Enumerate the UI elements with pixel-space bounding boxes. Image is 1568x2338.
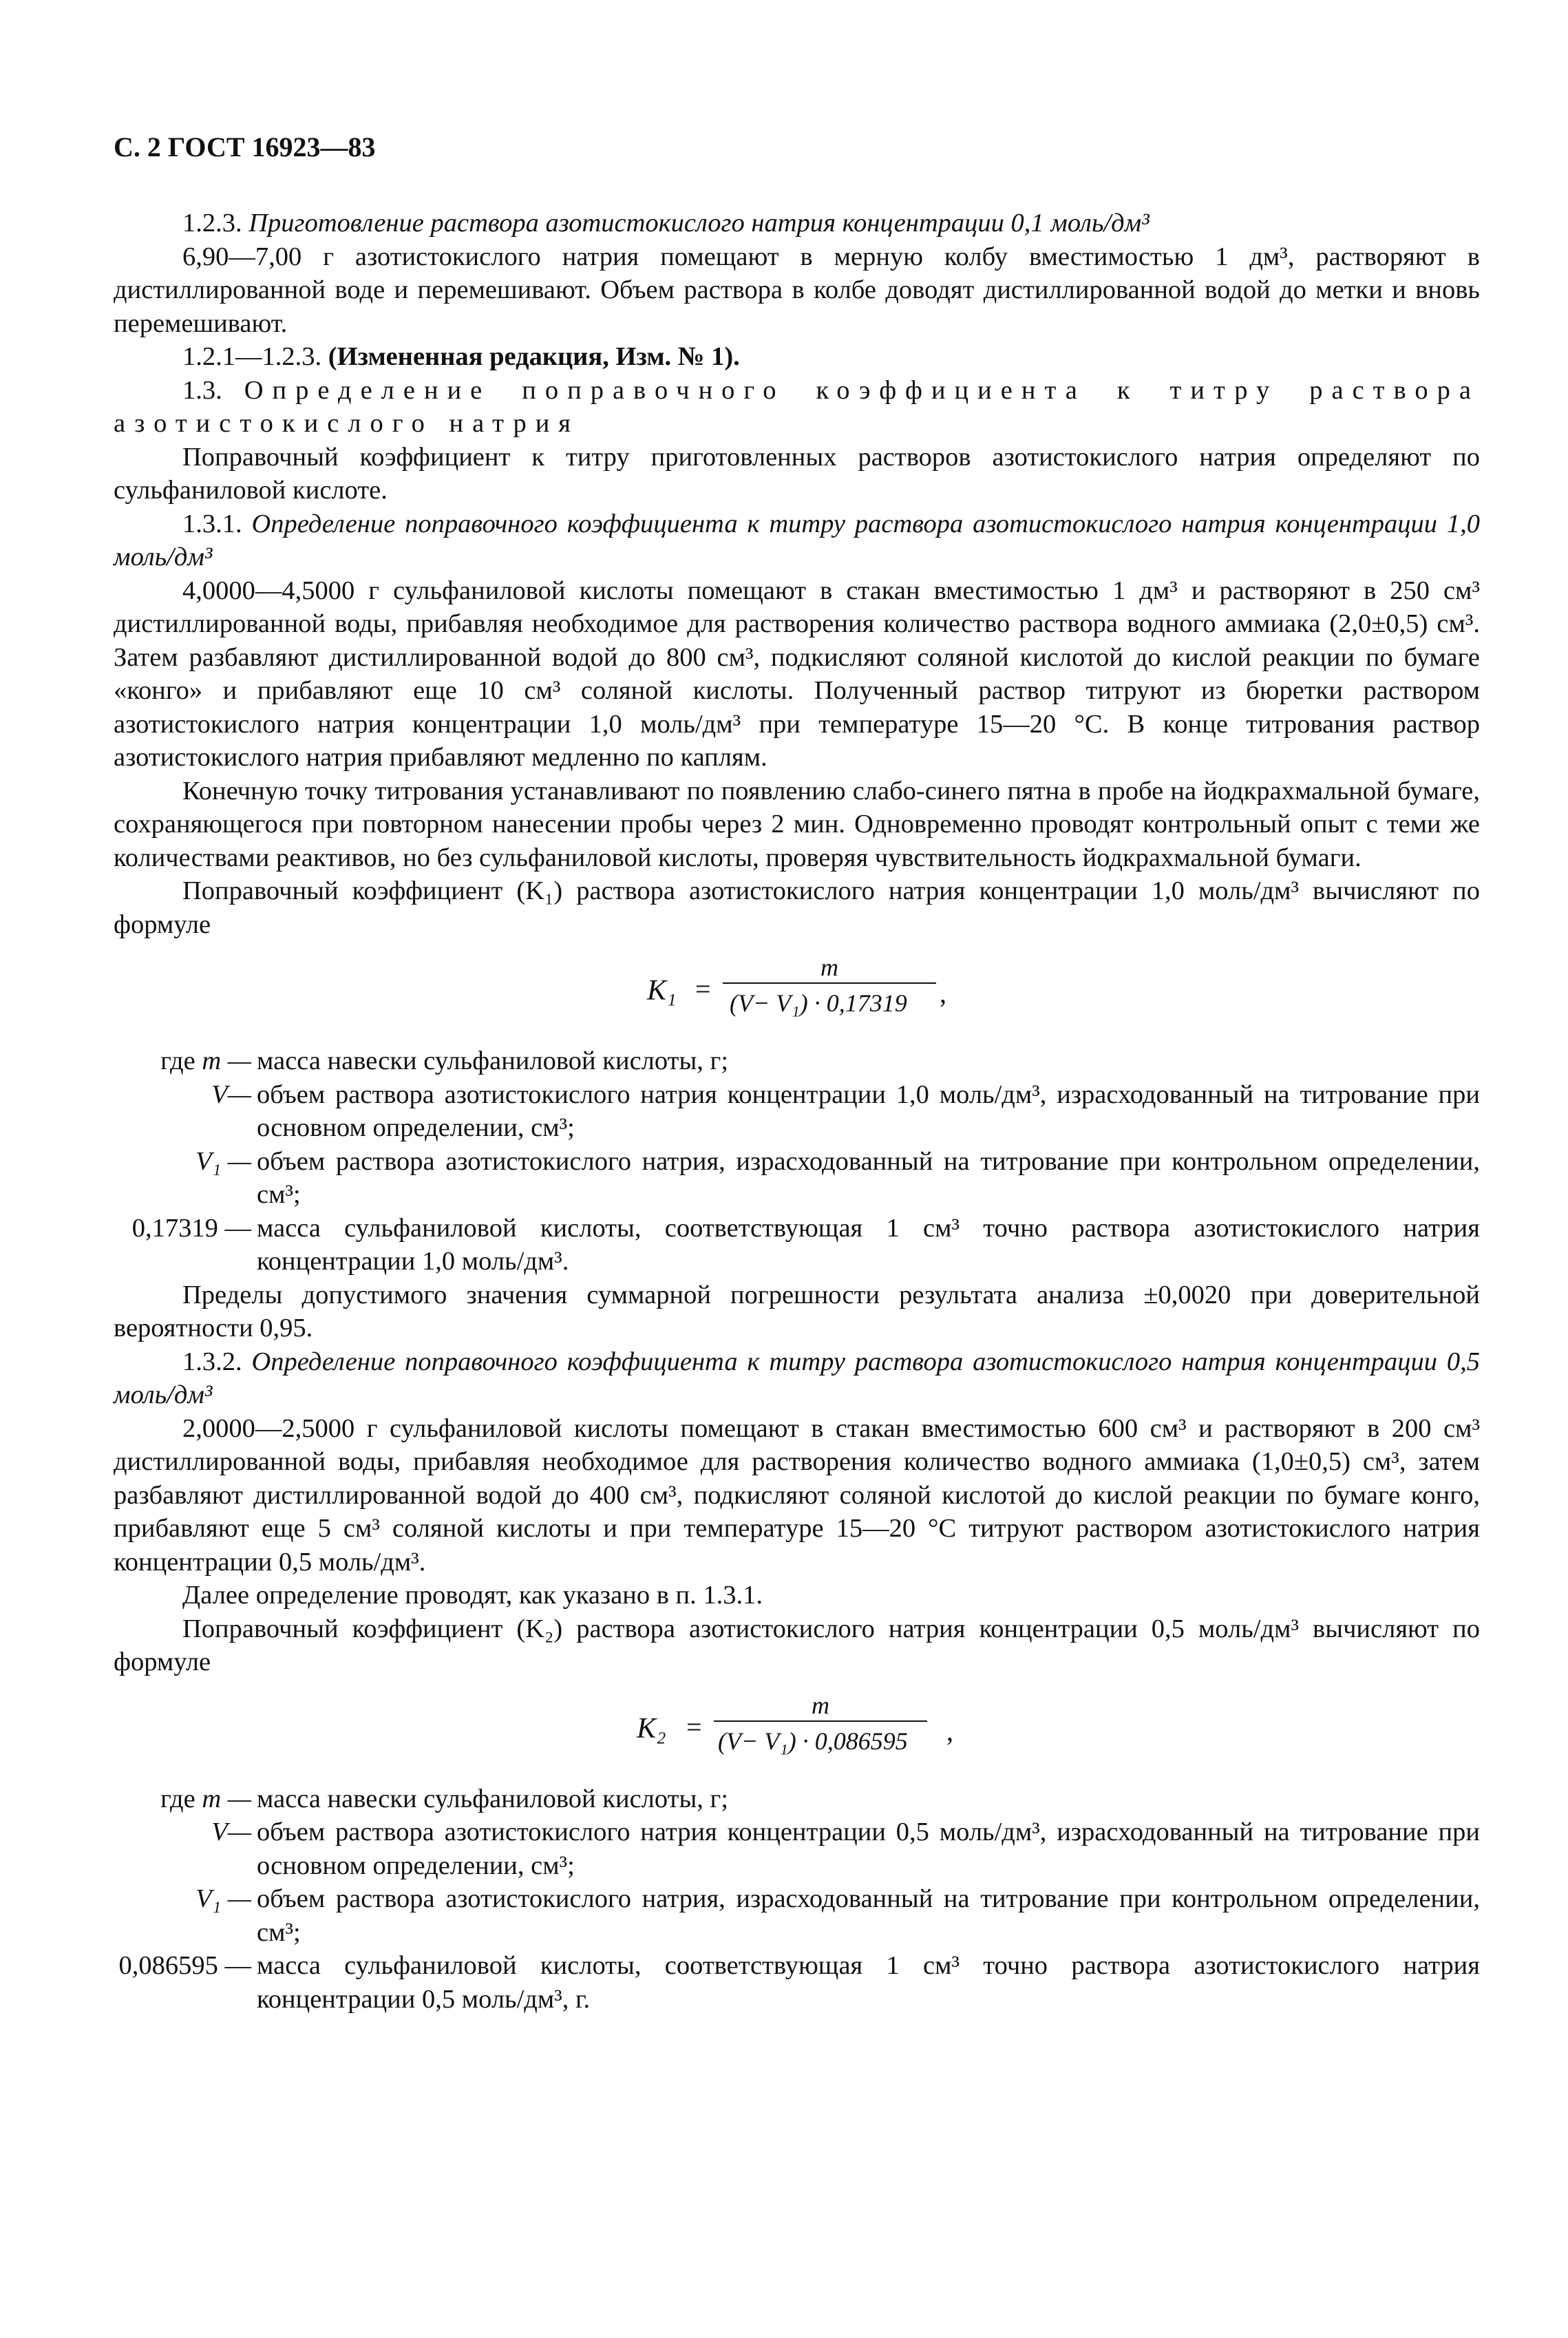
formula-lhs: K₁ (647, 975, 677, 1007)
definition-text: объем раствора азотистокислого натрия концентрации 1,0 моль/дм³, израсходованный на титрование при основном определении, см³; (257, 1080, 1480, 1142)
formula-numerator: m (812, 1691, 829, 1719)
definition-text: объем раствора азотистокислого натрия, израсходованный на титрование при контрольном определении, см³; (257, 1884, 1480, 1947)
section-1-3-title (114, 374, 1480, 441)
formula-numerator: m (820, 954, 838, 981)
definition-symbol: V— (211, 1818, 251, 1846)
section-1-3-1-limits: Пределы допустимого значения суммарной погрешности результата анализа ±0,0020 при доверительной вероятности 0,95. (114, 1280, 1480, 1342)
definition-item (114, 1078, 1480, 1145)
definition-text: масса сульфаниловой кислоты, соответствующая 1 см³ точно раствора азотистокислого натрия концентрации 0,5 моль/дм³, г. (257, 1951, 1480, 2014)
section-1-3-1-paragraph-1: 4,0000—4,5000 г сульфаниловой кислоты помещают в стакан вместимостью 1 дм³ и растворяют в 250 см³ дистиллированной воды, прибавляя необходимое для растворения количество раствора водного аммиака (2,0±0,5) см³. Затем разбавляют дистиллированной водой до 800 см³, подкисляют соляной кислотой до кислой реакции по бумаге «конго» и прибавляют еще 10 см³ соляной кислоты. Полученный раствор титруют из бюретки раствором азотистокислого натрия концентрации 1,0 моль/дм³ при температуре 15—20 °С. В конце титрования раствор азотистокислого натрия прибавляют медленно по каплям. (114, 576, 1480, 772)
definition-symbol: 0,17319 — (131, 1213, 251, 1243)
definition-item (114, 1782, 1480, 1816)
fraction-bar (714, 1720, 927, 1722)
definition-symbol: V— (211, 1080, 251, 1109)
formula-k2 (114, 1687, 1480, 1776)
definition-item (114, 1815, 1480, 1882)
fraction-bar (723, 982, 936, 984)
section-number: 1.2.3. (182, 209, 242, 238)
section-number: 1.3.2. (182, 1347, 242, 1376)
definition-symbol: где m — (160, 1046, 251, 1075)
section-number: 1.3. (182, 375, 222, 405)
formula-denominator: (V− V₁) · 0,17319 (730, 989, 907, 1017)
formula-denominator: (V− V₁) · 0,086595 (718, 1727, 908, 1755)
formula-k1 (114, 949, 1480, 1038)
formula-comma: , (946, 1715, 953, 1747)
section-title: Приготовление раствора азотистокислого натрия концентрации 0,1 моль/дм³ (248, 209, 1149, 238)
definition-text: объем раствора азотистокислого натрия концентрации 0,5 моль/дм³, израсходованный на титрование при основном определении, см³; (257, 1818, 1480, 1880)
section-title: Определение поправочного коэффициента к титру раствора азотистокислого натрия (114, 375, 1480, 438)
section-1-2-3-title (114, 207, 1480, 240)
section-title: Определение поправочного коэффициента к титру раствора азотистокислого натрия концентрации 1,0 моль/дм³ (114, 509, 1481, 571)
page-body (114, 207, 1480, 2016)
definition-text: масса навески сульфаниловой кислоты, г; (257, 1784, 729, 1813)
definition-item (114, 1949, 1480, 2016)
definition-text: объем раствора азотистокислого натрия, израсходованный на титрование при контрольном определении, см³; (257, 1146, 1480, 1209)
section-1-3-1-title (114, 507, 1480, 574)
section-1-3-2-paragraph-2: Далее определение проводят, как указано в п. 1.3.1. (182, 1581, 763, 1610)
edit-note-text: (Измененная редакция, Изм. № 1). (328, 342, 740, 371)
definition-item (114, 1882, 1480, 1949)
definition-text: масса навески сульфаниловой кислоты, г; (257, 1046, 729, 1075)
definition-symbol: где m — (160, 1784, 251, 1813)
section-1-3-body: Поправочный коэффициент к титру приготовленных растворов азотистокислого натрия определяют по сульфаниловой кислоте. (114, 442, 1480, 505)
formula-equals: = (695, 973, 711, 1004)
section-1-3-2-paragraph-3: Поправочный коэффициент (K₂) раствора азотистокислого натрия концентрации 0,5 моль/дм³ вычисляют по формуле (114, 1614, 1480, 1676)
where-word: где (160, 1046, 195, 1075)
formula-comma: , (940, 978, 946, 1009)
section-1-2-3-body: 6,90—7,00 г азотистокислого натрия помещают в мерную колбу вместимостью 1 дм³, растворяют в дистиллированной воде и перемешивают. Объем раствора в колбе доводят дистиллированной водой до метки и вновь перемешивают. (114, 242, 1480, 338)
definition-item (114, 1212, 1480, 1278)
edit-range: 1.2.1—1.2.3. (182, 342, 322, 371)
definition-item (114, 1145, 1480, 1212)
definition-text: масса сульфаниловой кислоты, соответствующая 1 см³ точно раствора азотистокислого натрия концентрации 1,0 моль/дм³. (257, 1213, 1480, 1276)
section-title: Определение поправочного коэффициента к титру раствора азотистокислого натрия концентрации 0,5 моль/дм³ (114, 1347, 1481, 1409)
formula-equals: = (686, 1711, 702, 1742)
section-1-3-1-paragraph-2: Конечную точку титрования устанавливают по появлению слабо-синего пятна в пробе на йодкрахмальной бумаге, сохраняющегося при повторном нанесении пробы через 2 мин. Одновременно проводят контрольный опыт с теми же количествами реактивов, но без сульфаниловой кислоты, проверяя чувствительность йодкрахмальной бумаги. (114, 776, 1480, 872)
formula-lhs: K₂ (637, 1712, 666, 1745)
definition-symbol: V₁ — (195, 1884, 251, 1913)
where-word: где (160, 1784, 195, 1813)
edit-note (114, 340, 1480, 374)
definition-item (114, 1044, 1480, 1078)
section-1-3-1-paragraph-3: Поправочный коэффициент (K₁) раствора азотистокислого натрия концентрации 1,0 моль/дм³ вычисляют по формуле (114, 876, 1480, 939)
section-1-3-2-paragraph-1: 2,0000—2,5000 г сульфаниловой кислоты помещают в стакан вместимостью 600 см³ и растворяют в 200 см³ дистиллированной воды, прибавляя необходимое для растворения количество водного аммиака (1,0±0,5) см³, затем разбавляют дистиллированной водой до 400 см³, подкисляют соляной кислотой до кислой реакции по бумаге конго, прибавляют еще 5 см³ соляной кислоты и при температуре 15—20 °С титруют раствором азотистокислого натрия концентрации 0,5 моль/дм³. (114, 1413, 1480, 1577)
definition-symbol: 0,086595 — (118, 1951, 251, 1980)
definition-symbol: V₁ — (195, 1146, 251, 1176)
page-header: С. 2 ГОСТ 16923—83 (114, 131, 376, 162)
section-number: 1.3.1. (182, 509, 242, 538)
section-1-3-2-title (114, 1345, 1480, 1412)
